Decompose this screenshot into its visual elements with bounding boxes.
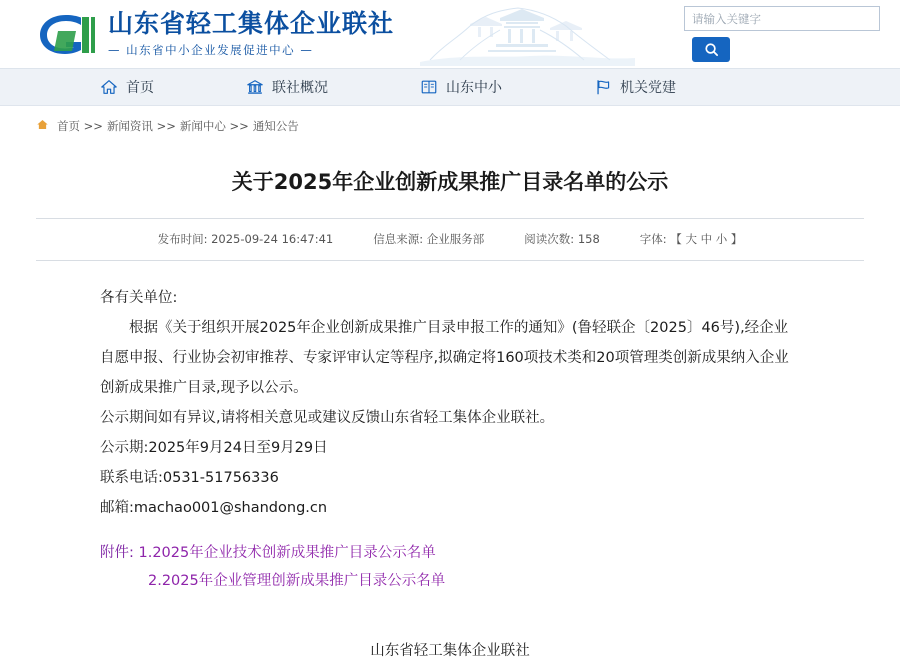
views-group [524, 231, 599, 247]
attachment-link-2[interactable]: 2.2025年企业管理创新成果推广目录公示名单 [148, 573, 446, 589]
search-area [684, 6, 880, 62]
publish-time-label: 发布时间: [157, 232, 208, 246]
breadcrumb-item-news[interactable]: 新闻资讯 >> [106, 119, 176, 133]
views-label: 阅读次数: [524, 232, 575, 246]
nav-label: 联社概况 [272, 80, 328, 96]
nav-item-party[interactable] [594, 77, 676, 97]
main-nav [0, 68, 900, 106]
book-icon [420, 78, 438, 96]
attachment-line-2 [100, 567, 800, 595]
source-group [373, 231, 484, 247]
fontsize-option-medium[interactable]: 中 [700, 232, 713, 246]
subtitle-dash-right: — [300, 42, 314, 57]
search-input[interactable] [684, 6, 880, 31]
fontsize-option-large[interactable]: 大 [685, 232, 697, 246]
article-sheet [34, 142, 866, 660]
site-logo[interactable] [36, 10, 394, 58]
flag-icon [594, 78, 612, 96]
site-title: 山东省轻工集体企业联社 [108, 9, 395, 39]
paragraph-phone: 联系电话:0531-51756336 [100, 470, 279, 486]
paragraph-objection: 公示期间如有异议,请将相关意见或建议反馈山东省轻工集体企业联社。 [100, 410, 555, 426]
nav-item-home[interactable] [100, 77, 154, 97]
site-subtitle [108, 42, 394, 58]
nav-label: 机关党建 [620, 80, 676, 96]
attachment-link-1[interactable]: 1.2025年企业技术创新成果推广目录公示名单 [138, 545, 436, 561]
breadcrumb-item-newscenter[interactable]: 新闻中心 >> [179, 119, 249, 133]
search-button[interactable] [692, 37, 730, 62]
signature: 山东省轻工集体企业联社 [370, 643, 530, 659]
fontsize-bracket-open: 【 [670, 232, 682, 246]
breadcrumb-item-notice[interactable]: 通知公告 [252, 119, 299, 133]
breadcrumb [0, 106, 900, 142]
site-header [0, 0, 900, 68]
fontsize-option-small[interactable]: 小 [715, 232, 728, 246]
search-icon [704, 42, 719, 57]
paragraph-period: 公示期:2025年9月24日至9月29日 [100, 440, 328, 456]
fontsize-bracket-close: 】 [730, 232, 743, 246]
bank-icon [246, 78, 264, 96]
nav-item-overview[interactable] [246, 77, 328, 97]
paragraph-salutation: 各有关单位: [100, 290, 178, 306]
article-body [34, 261, 866, 523]
nav-label: 山东中小 [446, 80, 502, 96]
publish-time-group [158, 231, 334, 247]
source-label: 信息来源: [373, 232, 424, 246]
subtitle-text: 山东省中小企业发展促进中心 [126, 42, 296, 57]
fontsize-label: 字体: [639, 232, 667, 246]
paragraph-email: 邮箱:machao001@shandong.cn [100, 500, 328, 516]
home-small-icon [36, 118, 49, 134]
publish-time-value: 2025-09-24 16:47:41 [211, 232, 334, 246]
nav-item-sme[interactable] [420, 77, 502, 97]
paragraph-basis: 根据《关于组织开展2025年企业创新成果推广目录申报工作的通知》(鲁轻联企〔2025〕46号),经企业自愿申报、行业协会初审推荐、专家评审认定等程序,拟确定将160项技术类和20项管理类创新成果纳入企业创新成果推广目录,现予以公示。 [100, 320, 789, 396]
fontsize-group [640, 231, 743, 247]
article-meta [34, 219, 866, 260]
company-logo-icon [36, 11, 98, 57]
attachments-label: 附件: [100, 545, 134, 561]
views-value: 158 [577, 232, 600, 246]
home-icon [100, 78, 118, 96]
breadcrumb-item-home[interactable]: 首页 >> [57, 119, 103, 133]
source-value: 企业服务部 [426, 232, 485, 246]
attachment-line-1 [100, 539, 800, 567]
pavilion-watermark-icon [400, 0, 650, 68]
nav-label: 首页 [126, 80, 154, 96]
page-title: 关于2025年企业创新成果推广目录名单的公示 [231, 170, 669, 194]
attachments [34, 523, 866, 595]
subtitle-dash-left: — [108, 42, 121, 57]
